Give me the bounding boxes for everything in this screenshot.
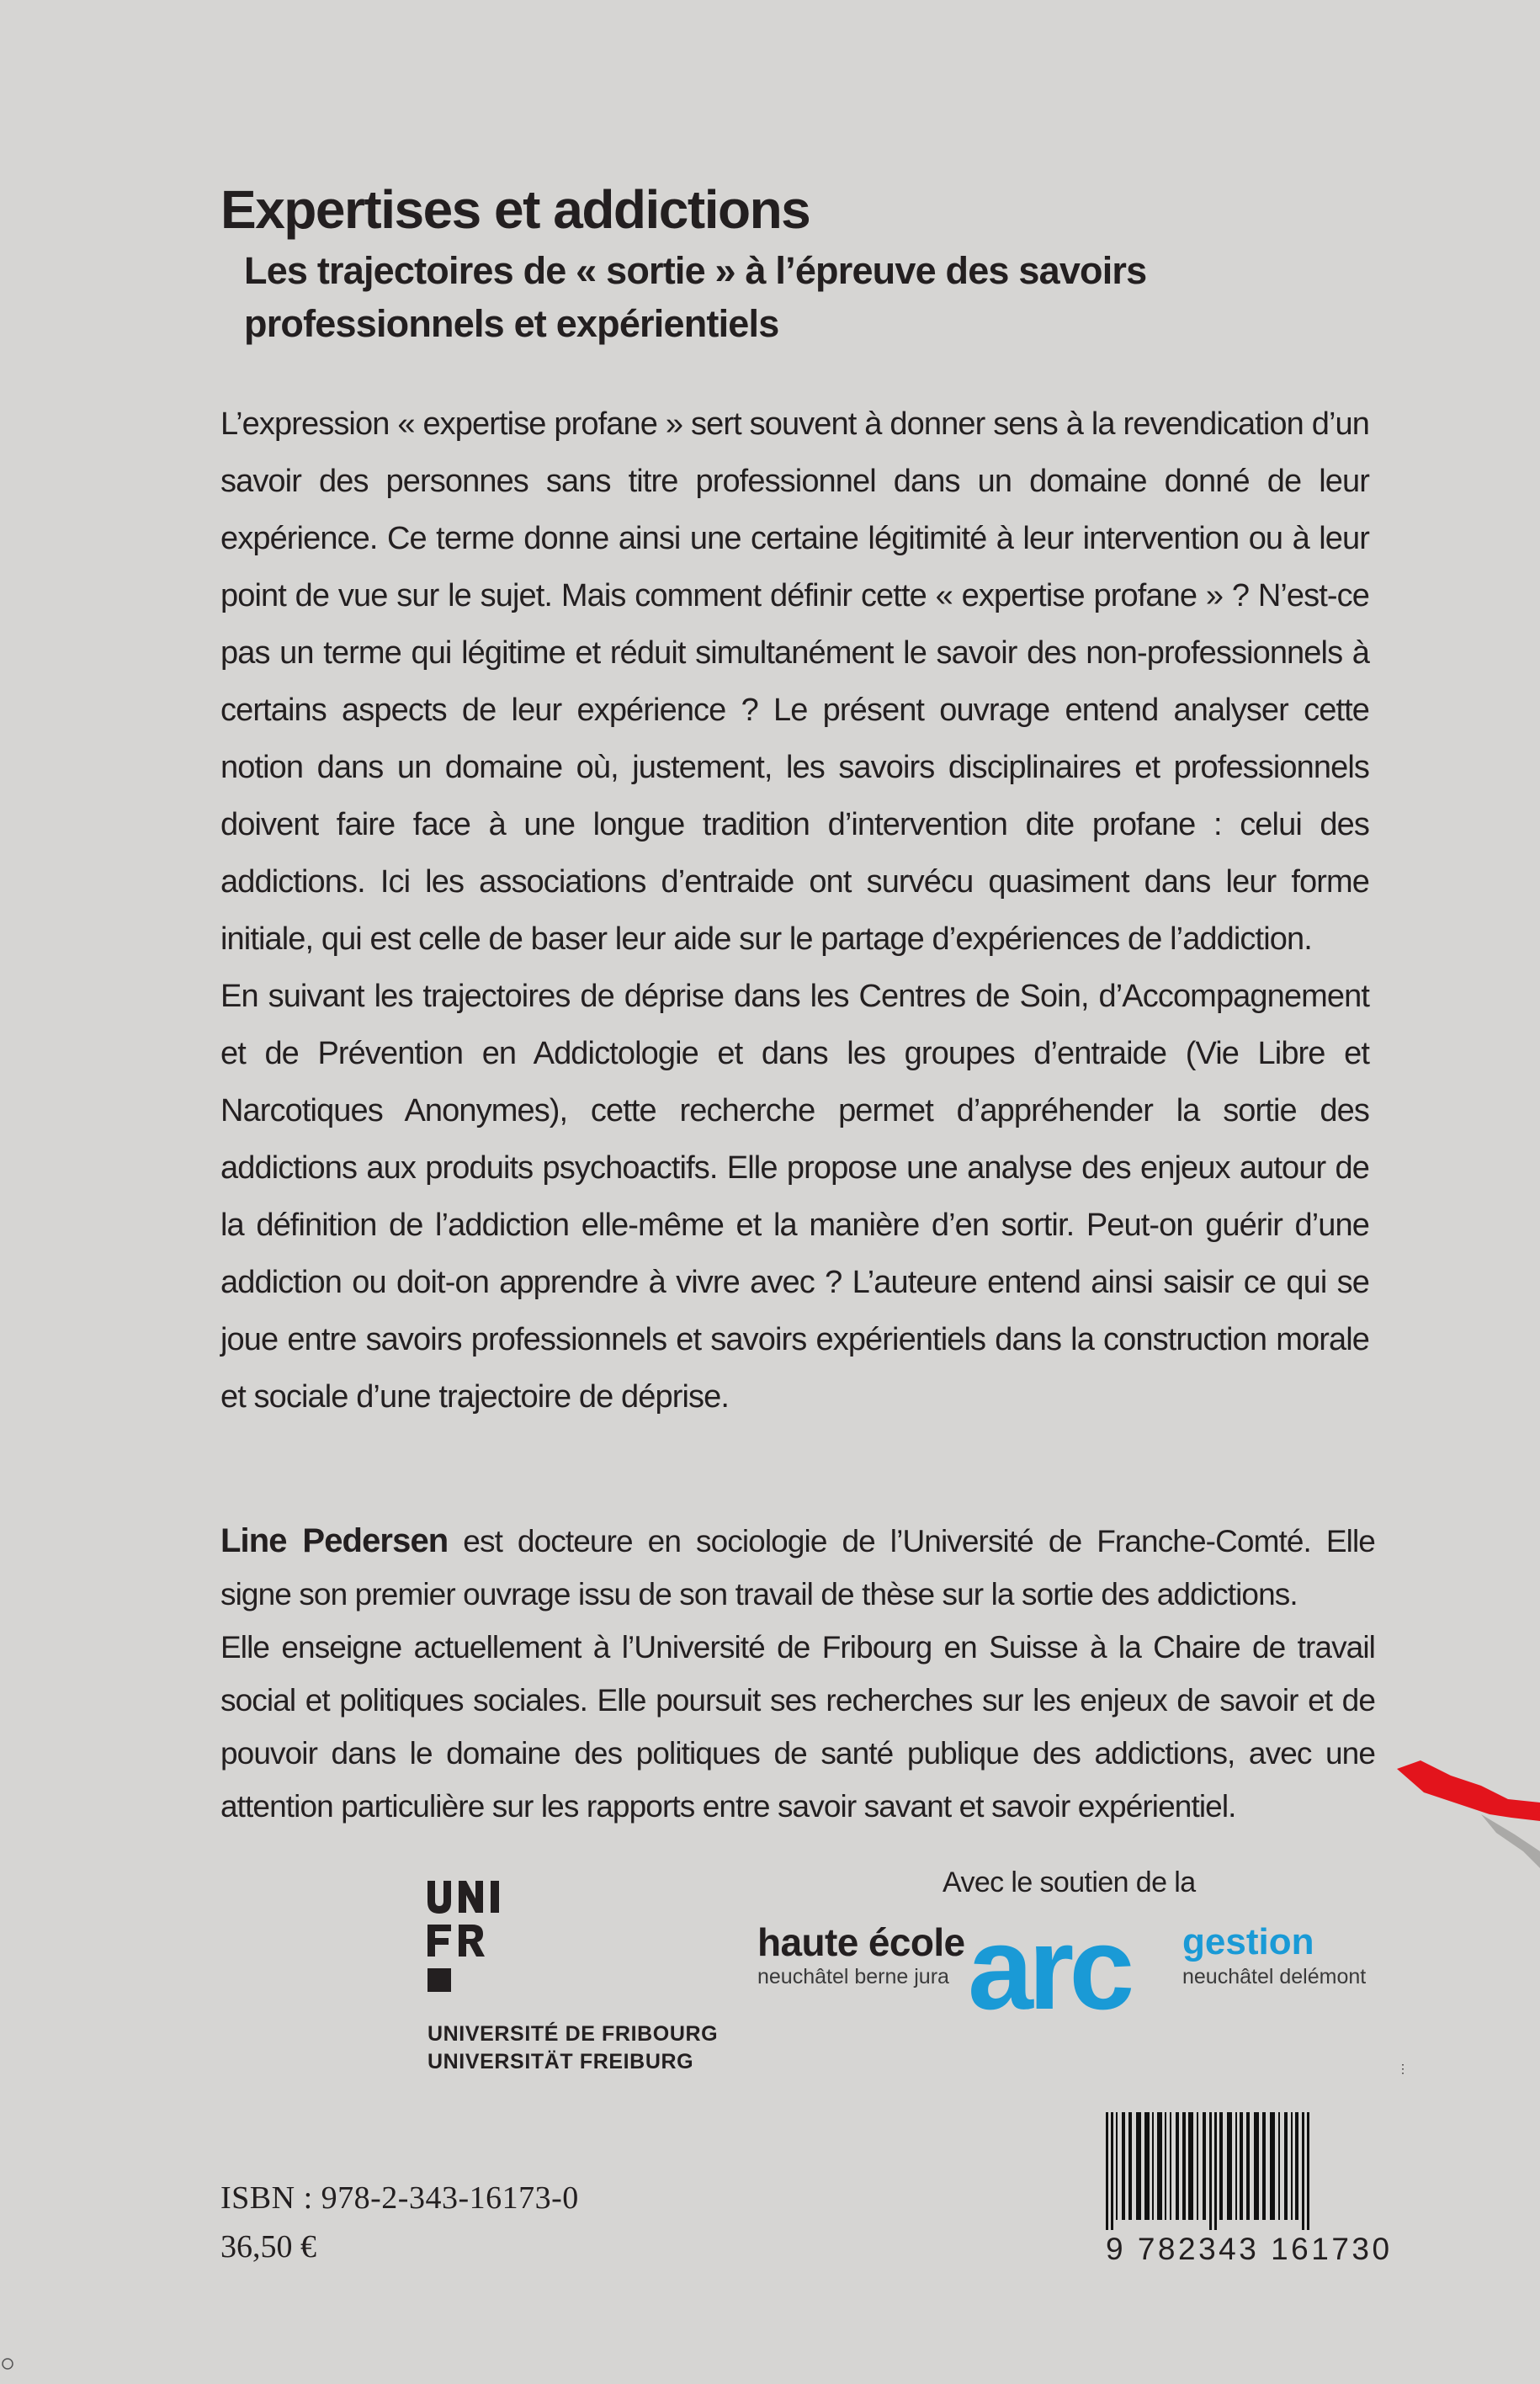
- unifr-names: [427, 2020, 764, 2076]
- barcode-bar: [1270, 2112, 1275, 2220]
- barcode-bar: [1165, 2112, 1166, 2220]
- book-title: Expertises et addictions: [220, 179, 810, 240]
- barcode-bar: [1170, 2112, 1171, 2220]
- barcode-bar: [1182, 2112, 1186, 2220]
- barcode-bar: [1278, 2112, 1280, 2220]
- barcode-bar: [1235, 2112, 1237, 2220]
- support-label: Avec le soutien de la: [943, 1866, 1196, 1898]
- barcode-bar: [1144, 2112, 1150, 2220]
- author-bio-intro: est docteure en sociologie de l’Université de Franche-Comté. Elle signe son premier ouvrage issu de son travail de thèse sur la sortie des addictions.: [220, 1524, 1375, 1611]
- barcode-bar: [1116, 2112, 1118, 2220]
- barcode-bar: [1157, 2112, 1162, 2220]
- barcode-bar: [1128, 2112, 1132, 2220]
- barcode-bars-icon: [1102, 2112, 1431, 2230]
- summary-paragraph-1: L’expression « expertise profane » sert souvent à donner sens à la revendication d’un savoir des personnes sans titre professionnel dans un domaine donné de leur expérience. Ce terme donne ainsi une certaine légitimité à leur intervention ou à leur point de vue sur le sujet. Mais comment définir cette « expertise profane » ? N’est-ce pas un terme qui légitime et réduit simultanément le savoir des non-professionnels à certains aspects de leur expérience ? Le présent ouvrage entend analyser cette notion dans un domaine où, justement, les savoirs disciplinaires et professionnels doivent faire face à une longue tradition d’intervention dite profane : celui des addictions. Ici les associations d’entraide ont survécu quasiment dans leur forme initiale, qui est celle de baser leur aide sur le partage d’expériences de l’addiction.: [220, 406, 1369, 957]
- barcode-bar: [1246, 2112, 1250, 2220]
- barcode-bar: [1254, 2112, 1259, 2220]
- summary-text: [220, 396, 1369, 1426]
- summary-paragraph-2: En suivant les trajectoires de déprise dans les Centres de Soin, d’Accompagnement et de Prévention en Addictologie et dans les groupes d’entraide (Vie Libre et Narcotiques Anonymes), cette recherche permet d’appréhender la sortie des addictions aux produits psychoactifs. Elle propose une analyse des enjeux autour de la définition de l’addiction elle-même et la manière d’en sortir. Peut-on guérir d’une addiction ou doit-on apprendre à vivre avec ? L’auteure entend ainsi saisir ce qui se joue entre savoirs professionnels et savoirs expérientiels dans la construction morale et sociale d’une trajectoire de déprise.: [220, 979, 1369, 1415]
- subtitle-line-1: Les trajectoires de « sortie » à l’épreuve des savoirs: [244, 249, 1147, 292]
- small-mark: ⋮: [1397, 2062, 1409, 2075]
- unifr-name-de: UNIVERSITÄT FREIBURG: [427, 2050, 694, 2073]
- barcode-bar: [1219, 2112, 1223, 2220]
- barcode-bar: [1291, 2112, 1293, 2220]
- barcode-digits: 9 782343 161730: [1106, 2232, 1393, 2266]
- barcode-bar: [1122, 2112, 1125, 2220]
- barcode: [1102, 2112, 1431, 2272]
- barcode-bar: [1262, 2112, 1266, 2220]
- he-name: haute école: [757, 1920, 965, 1964]
- arc-department: gestion: [1182, 1921, 1314, 1962]
- barcode-bar: [1106, 2112, 1108, 2230]
- barcode-bar: [1197, 2112, 1198, 2220]
- isbn: ISBN : 978-2-343-16173-0: [220, 2180, 579, 2216]
- barcode-bar: [1284, 2112, 1288, 2220]
- he-locations: neuchâtel berne jura: [757, 1965, 949, 1988]
- barcode-bar: [1302, 2112, 1304, 2230]
- arc-brand-text: arc: [968, 1920, 1130, 2021]
- author-name: Line Pedersen: [220, 1522, 449, 1559]
- unifr-logo: [427, 1881, 730, 2083]
- arc-logo-icon: [968, 1920, 1170, 2021]
- unifr-name-fr: UNIVERSITÉ DE FRIBOURG: [427, 2022, 719, 2046]
- barcode-bar: [1307, 2112, 1309, 2230]
- barcode-bar: [1111, 2112, 1113, 2230]
- subtitle-line-2: professionnels et expérientiels: [244, 302, 779, 345]
- author-bio-paragraph-2: Elle enseigne actuellement à l’Université de Fribourg en Suisse à la Chaire de travail social et politiques sociales. Elle poursuit ses recherches sur les enjeux de savoir et de pouvoir dans le domaine des politiques de santé publique des addictions, avec une attention particulière sur les rapports entre savoir savant et savoir expérientiel.: [220, 1630, 1375, 1824]
- author-bio-paragraph-1: [220, 1515, 1375, 1621]
- barcode-bar: [1240, 2112, 1243, 2220]
- unifr-mark-icon: [427, 1881, 537, 2007]
- author-bio: [220, 1515, 1375, 1833]
- red-flag-icon: [1397, 1734, 1540, 1868]
- barcode-bar: [1188, 2112, 1193, 2220]
- arc-locations: neuchâtel delémont: [1182, 1965, 1367, 1988]
- price: 36,50 €: [220, 2229, 316, 2265]
- corner-crop-mark-icon: [2, 2358, 13, 2370]
- book-subtitle: [244, 244, 1338, 350]
- barcode-bar: [1214, 2112, 1217, 2230]
- barcode-bar: [1295, 2112, 1298, 2220]
- barcode-bar: [1209, 2112, 1212, 2230]
- barcode-bar: [1152, 2112, 1154, 2220]
- barcode-bar: [1136, 2112, 1141, 2220]
- barcode-bar: [1227, 2112, 1232, 2220]
- barcode-bar: [1176, 2112, 1179, 2220]
- barcode-bar: [1203, 2112, 1206, 2220]
